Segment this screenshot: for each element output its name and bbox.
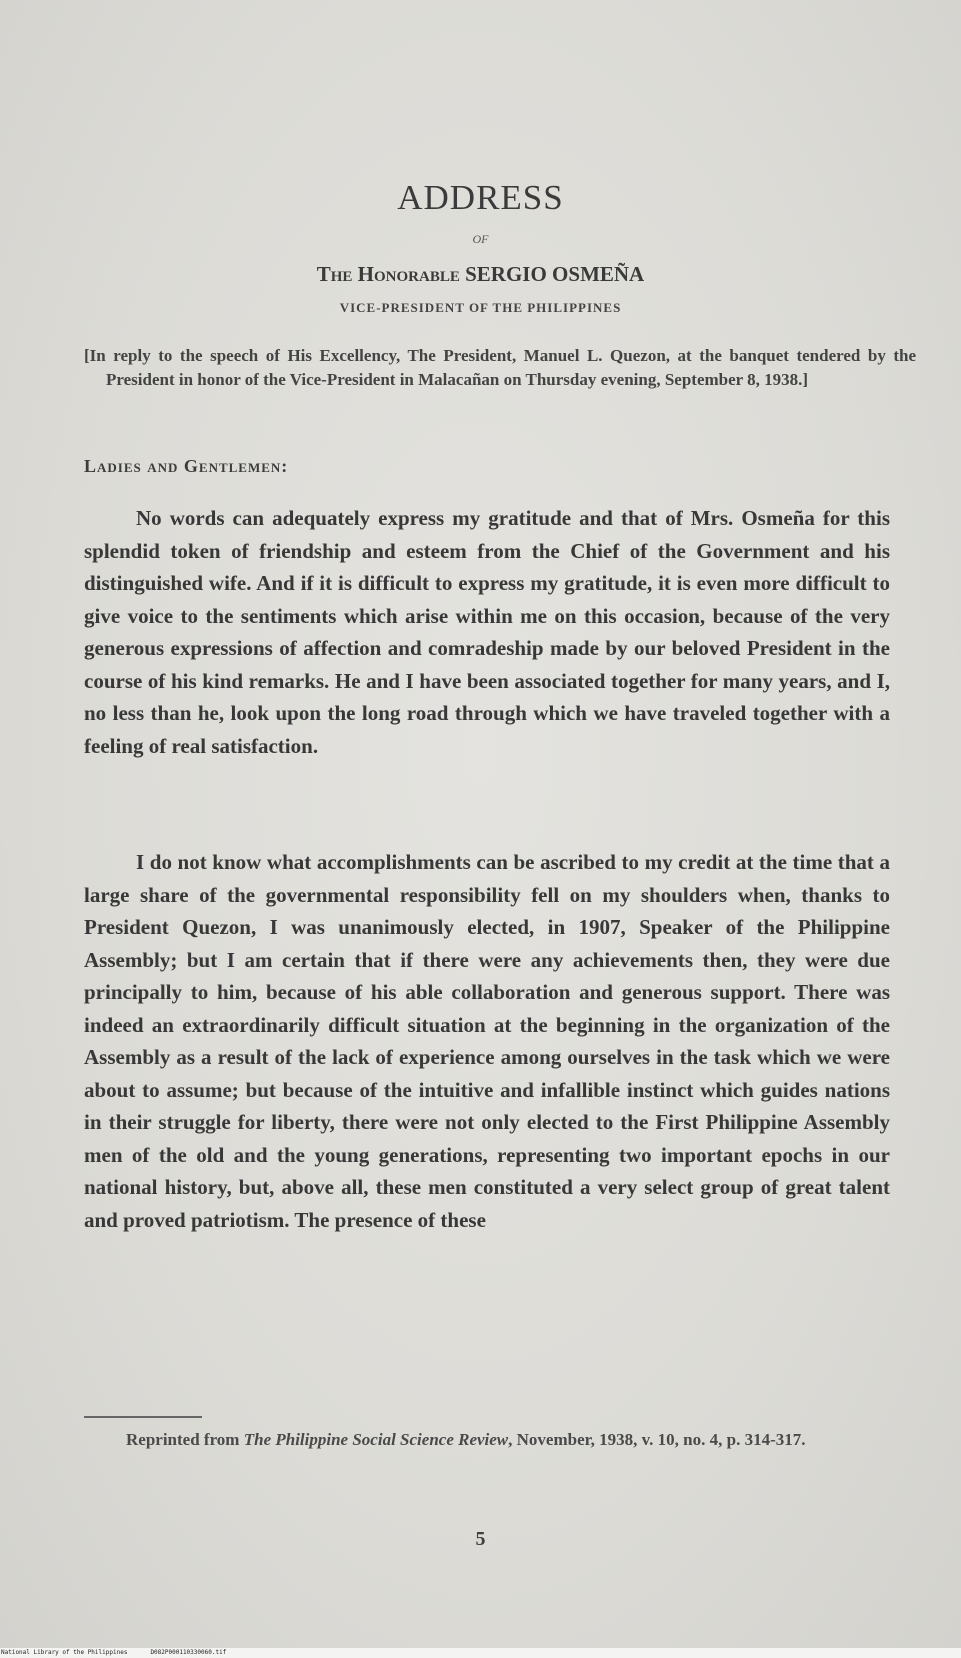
title-connector: OF — [472, 232, 489, 246]
salutation: Ladies and Gentlemen: — [84, 456, 289, 476]
page-title: ADDRESS — [397, 178, 564, 217]
speaker-title: VICE-PRESIDENT OF THE PHILIPPINES — [339, 300, 622, 315]
page-number: 5 — [475, 1528, 486, 1550]
paragraph: I do not know what accomplishments can be ascribed to my credit at the time that a large share of the governmental responsibility fell on my shoulders when, thanks to President Quezon, I was unanimously elected, in 1907, Speaker of the Philippine Assembly; but I am certain that if there were any achievements then, they were due principally to him, because of his able collaboration and generous support. There was indeed an extraordinarily difficult situation at the beginning in the organization of the Assembly as a result of the lack of experience among ourselves in the task which we were about to assume; but because of the intuitive and infallible instinct which guides nations in their struggle for liberty, there were not only elected to the First Philippine Assembly men of the old and the young generations, representing two important epochs in our national history, but, above all, these men constituted a very select group of great talent and proved patriotism. The presence of these — [84, 850, 890, 1232]
library-name: National Library of the Philippines — [1, 1649, 128, 1656]
file-name: D082P000110330060.tif — [150, 1649, 227, 1656]
footnote-prefix: Reprinted from — [126, 1430, 244, 1449]
paragraph: No words can adequately express my gratitude and that of Mrs. Osmeña for this splendid token of friendship and esteem from the Chief of the Government and his distinguished wife. And if it is difficult to express my gratitude, it is even more difficult to give voice to the sentiments which arise within me on this occasion, because of the very generous expressions of affection and comradeship made by our beloved President in the course of his kind remarks. He and I have been associated together for many years, and I, no less than he, look upon the long road through which we have traveled together with a feeling of real satisfaction. — [84, 506, 890, 758]
footnote — [84, 1426, 890, 1453]
speaker-name: The Honorable SERGIO OSMEÑA — [316, 262, 645, 286]
scan-info-strip — [0, 1648, 961, 1658]
footnote-suffix: , November, 1938, v. 10, no. 4, p. 314-317. — [508, 1430, 806, 1449]
footnote-source: The Philippine Social Science Review — [243, 1430, 509, 1449]
context-note: [In reply to the speech of His Excellency, The President, Manuel L. Quezon, at the banquet tendered by the President in honor of the Vice-President in Malacañan on Thursday evening, September 8, 1938.] — [84, 346, 916, 389]
footnote-divider — [84, 1416, 202, 1418]
